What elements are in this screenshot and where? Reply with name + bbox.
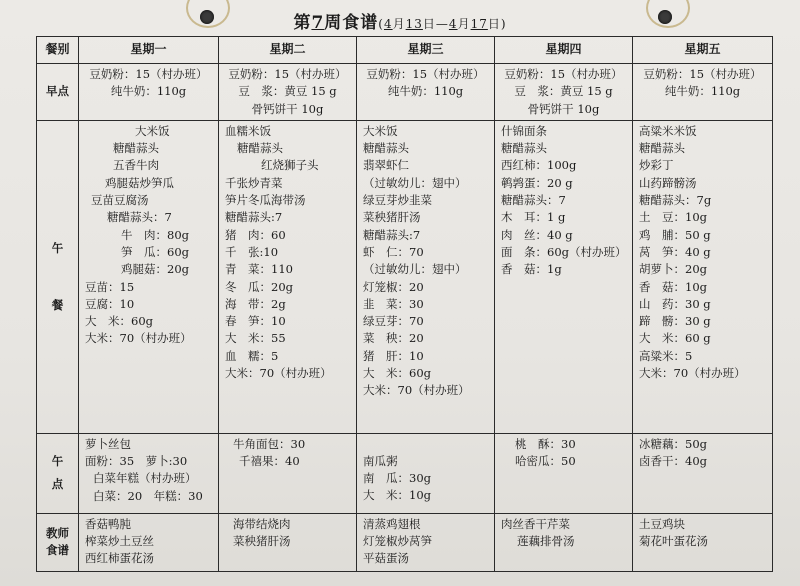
- teacher-day-4: 肉丝香干芹菜 莲藕排骨汤: [495, 513, 633, 571]
- header-day-1: 星期一: [79, 37, 219, 64]
- row-label-teacher: 教师 食谱: [37, 513, 79, 571]
- breakfast-day-2: 豆奶粉：15（村办班） 豆 浆：黄豆 15 g 骨钙饼干 10g: [219, 64, 357, 121]
- lunch-day-1: 大米饭 糖醋蒜头 五香牛肉 鸡腿菇炒笋瓜 豆苗豆腐汤 糖醋蒜头：7 牛 肉：80g 笋 瓜：60g 鸡腿菇：20g 豆苗：15 豆腐：10 大 米：60g 大米：70（村办班）: [79, 120, 219, 433]
- breakfast-day-1: 豆奶粉：15（村办班） 纯牛奶：110g: [79, 64, 219, 121]
- lunch-day-3: 大米饭 糖醋蒜头 翡翠虾仁 （过敏幼儿：翅中） 绿豆芽炒韭菜 菜秧猪肝汤 糖醋蒜头:7 虾 仁：70 （过敏幼儿：翅中） 灯笼椒：20 韭 菜：30 绿豆芽：70 菜 秧：20 猪 肝：10 大 米：60g 大米：70（村办班）: [357, 120, 495, 433]
- page-title: 第7周食谱(4月13日—4月17日): [293, 13, 507, 33]
- header-row: [37, 37, 773, 64]
- snack-day-2: 牛角面包：30 千禧果：40: [219, 433, 357, 513]
- row-breakfast: [37, 64, 773, 121]
- row-snack: [37, 433, 773, 513]
- breakfast-day-3: 豆奶粉：15（村办班） 纯牛奶：110g: [357, 64, 495, 121]
- lunch-day-5: 高粱米米饭 糖醋蒜头 炒彩丁 山药蹄髈汤 糖醋蒜头：7g 土 豆：10g 鸡 脯：50 g 莴 笋：40 g 胡萝卜：20g 香 菇：10g 山 药：30 g 蹄 髈：30 g 大 米：60 g 高粱米：5 大米：70（村办班）: [633, 120, 773, 433]
- date-range: (4月13日—4月17日): [378, 17, 507, 31]
- row-label-lunch: 午 餐: [37, 120, 79, 433]
- teacher-day-1: 香菇鸭肫 榨菜炒土豆丝 西红柿蛋花汤: [79, 513, 219, 571]
- header-day-3: 星期三: [357, 37, 495, 64]
- lunch-day-2: 血糯米饭 糖醋蒜头 红烧狮子头 千张炒青菜 笋片冬瓜海带汤 糖醋蒜头:7 猪 肉：60 千 张:10 青 菜：110 冬 瓜：20g 海 带：2g 春 笋：10 大 米：55 血 糯：5 大米：70（村办班）: [219, 120, 357, 433]
- breakfast-day-5: 豆奶粉：15（村办班） 纯牛奶：110g: [633, 64, 773, 121]
- row-teacher: [37, 513, 773, 571]
- row-label-snack: 午 点: [37, 433, 79, 513]
- header-meal: 餐别: [37, 37, 79, 64]
- row-label-breakfast: 早点: [37, 64, 79, 121]
- row-lunch: [37, 120, 773, 433]
- header-day-2: 星期二: [219, 37, 357, 64]
- teacher-day-2: 海带结烧肉 菜秧猪肝汤: [219, 513, 357, 571]
- header-day-4: 星期四: [495, 37, 633, 64]
- lunch-day-4: 什锦面条 糖醋蒜头 西红柿：100g 鹌鹑蛋：20 g 糖醋蒜头：7 木 耳：1 g 肉 丝：40 g 面 条：60g（村办班） 香 菇：1g: [495, 120, 633, 433]
- teacher-day-3: 清蒸鸡翅根 灯笼椒炒莴笋 平菇蛋汤: [357, 513, 495, 571]
- breakfast-day-4: 豆奶粉：15（村办班） 豆 浆：黄豆 15 g 骨钙饼干 10g: [495, 64, 633, 121]
- snack-day-3: 南瓜粥 南 瓜：30g 大 米：10g: [357, 433, 495, 513]
- snack-day-4: 桃 酥：30 哈密瓜：50: [495, 433, 633, 513]
- snack-day-5: 冰糖藕：50g 卤香干：40g: [633, 433, 773, 513]
- teacher-day-5: 土豆鸡块 菊花叶蛋花汤: [633, 513, 773, 571]
- menu-table: [36, 36, 773, 572]
- snack-day-1: 萝卜丝包 面粉：35 萝卜:30 白菜年糕（村办班） 白菜：20 年糕：30: [79, 433, 219, 513]
- header-day-5: 星期五: [633, 37, 773, 64]
